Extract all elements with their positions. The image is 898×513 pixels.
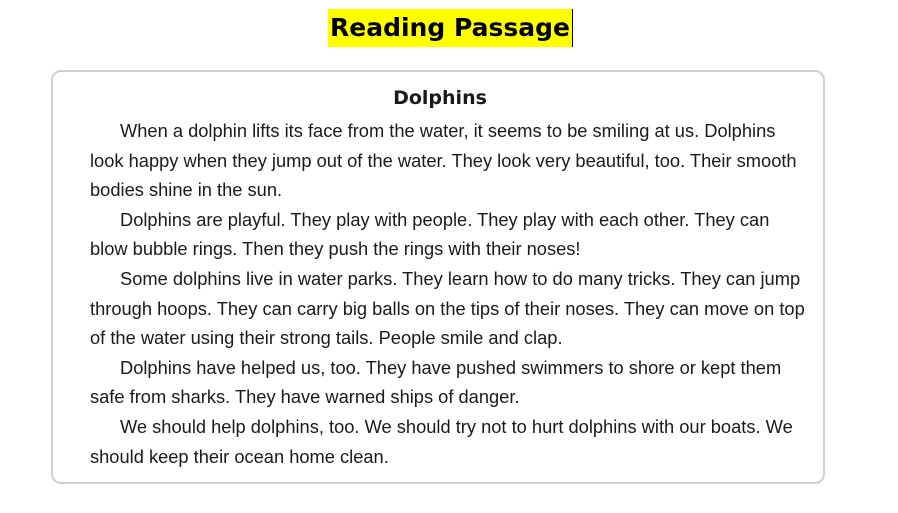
passage-paragraph-4: Dolphins have helped us, too. They have pushed swimmers to shore or kept them safe from sharks. They have warned ships of danger.: [90, 356, 782, 408]
passage-body: [90, 116, 810, 471]
passage-paragraph-2: Dolphins are playful. They play with people. They play with each other. They can blow bubble rings. Then they push the rings with their noses!: [90, 208, 770, 260]
passage-paragraph-5: We should help dolphins, too. We should try not to hurt dolphins with our boats. We should keep their ocean home clean.: [90, 415, 793, 467]
slide-title: Reading Passage: [328, 9, 573, 47]
passage-paragraph-3: Some dolphins live in water parks. They learn how to do many tricks. They can jump through hoops. They can carry big balls on the tips of their noses. They can move on top of the water using their strong tails. People smile and clap.: [90, 267, 805, 349]
passage-heading: Dolphins: [393, 87, 487, 109]
passage-paragraph-1: When a dolphin lifts its face from the water, it seems to be smiling at us. Dolphins look happy when they jump out of the water. They look very beautiful, too. Their smooth bodies shine in the sun.: [90, 120, 797, 201]
